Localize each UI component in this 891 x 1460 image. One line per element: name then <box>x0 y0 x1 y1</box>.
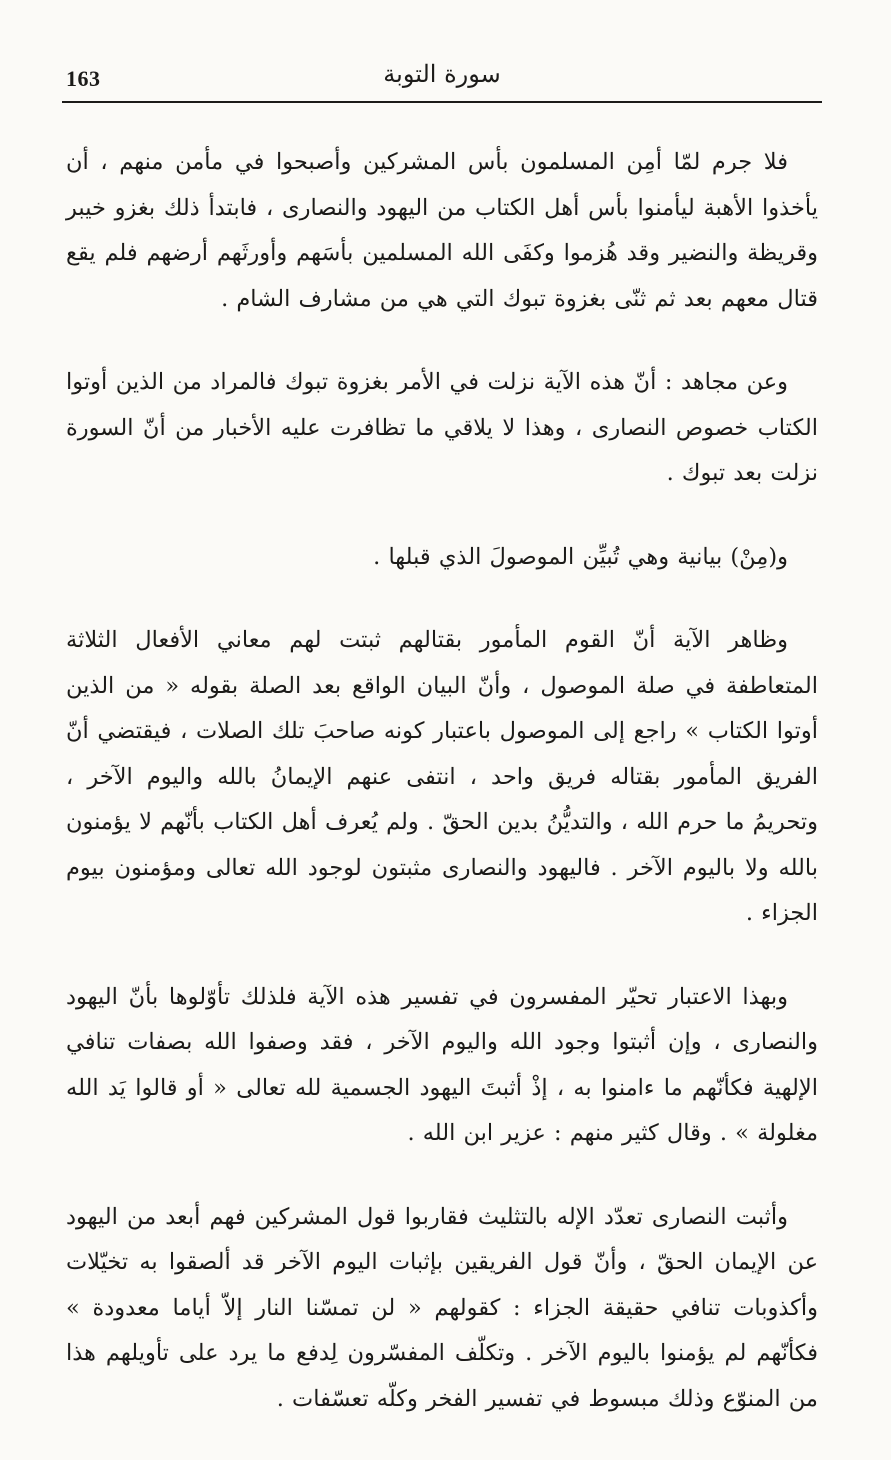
header-rule <box>62 101 822 103</box>
body-text <box>66 140 818 1460</box>
paragraph-6: وأثبت النصارى تعدّد الإله بالتثليث فقاربوا قول المشركين فهم أبعد من اليهود عن الإيمان الحقّ ، وأنّ قول الفريقين بإثبات اليوم الآخر قد ألصقوا به تخيّلات وأكذوبات تنافي حقيقة الجزاء : كقولهم « لن تمسّنا النار إلاّ أياما معدودة » فكأنّهم لم يؤمنوا باليوم الآخر . وتكلّف المفسّرون لِدفع ما يرد على تأويلهم هذا من المنوّع وذلك مبسوط في تفسير الفخر وكلّه تعسّفات . <box>66 1203 818 1412</box>
paragraph-4: وظاهر الآية أنّ القوم المأمور بقتالهم ثبتت لهم معاني الأفعال الثلاثة المتعاطفة في صلة الموصول ، وأنّ البيان الواقع بعد الصلة بقوله « من الذين أوتوا الكتاب » راجع إلى الموصول باعتبار كونه صاحبَ تلك الصلات ، فيقتضي أنّ الفريق المأمور بقتاله فريق واحد ، انتفى عنهم الإيمانُ بالله واليوم الآخر ، وتحريمُ ما حرم الله ، والتديُّنُ بدين الحقّ . ولم يُعرف أهل الكتاب بأنّهم لا يؤمنون بالله ولا باليوم الآخر . فاليهود والنصارى مثبتون لوجود الله تعالى ومؤمنون بيوم الجزاء . <box>66 627 818 926</box>
paragraph-3: و(مِنْ) بيانية وهي تُبيِّن الموصولَ الذي قبلها . <box>373 543 788 570</box>
page-header <box>62 56 822 106</box>
paragraph-2: وعن مجاهد : أنّ هذه الآية نزلت في الأمر بغزوة تبوك فالمراد من الذين أوتوا الكتاب خصوص النصارى ، وهذا لا يلاقي ما تظافرت عليه الأخبار من أنّ السورة نزلت بعد تبوك . <box>66 369 818 486</box>
paragraph-1: فلا جرم لمّا أمِن المسلمون بأس المشركين وأصبحوا في مأمن منهم ، أن يأخذوا الأهبة ليأمنوا بأس أهل الكتاب من اليهود والنصارى ، فابتدأ ذلك بغزو خيبر وقريظة والنضير وقد هُزموا وكفَى الله المسلمين بأسَهم وأورثَهم أرضهم فلم يقع قتال معهم بعد ثم ثنّى بغزوة تبوك التي هي من مشارف الشام . <box>66 149 818 312</box>
paragraph-5: وبهذا الاعتبار تحيّر المفسرون في تفسير هذه الآية فلذلك تأوّلوها بأنّ اليهود والنصارى ، وإن أثبتوا وجود الله واليوم الآخر ، فقد وصفوا الله بصفات تنافي الإلهية فكأنّهم ما ءامنوا به ، إذْ أثبتَ اليهود الجسمية لله تعالى « أو قالوا يَد الله مغلولة » . وقال كثير منهم : عزير ابن الله . <box>66 983 818 1146</box>
page-number: 163 <box>66 66 101 91</box>
running-title: سورة التوبة <box>383 60 501 88</box>
